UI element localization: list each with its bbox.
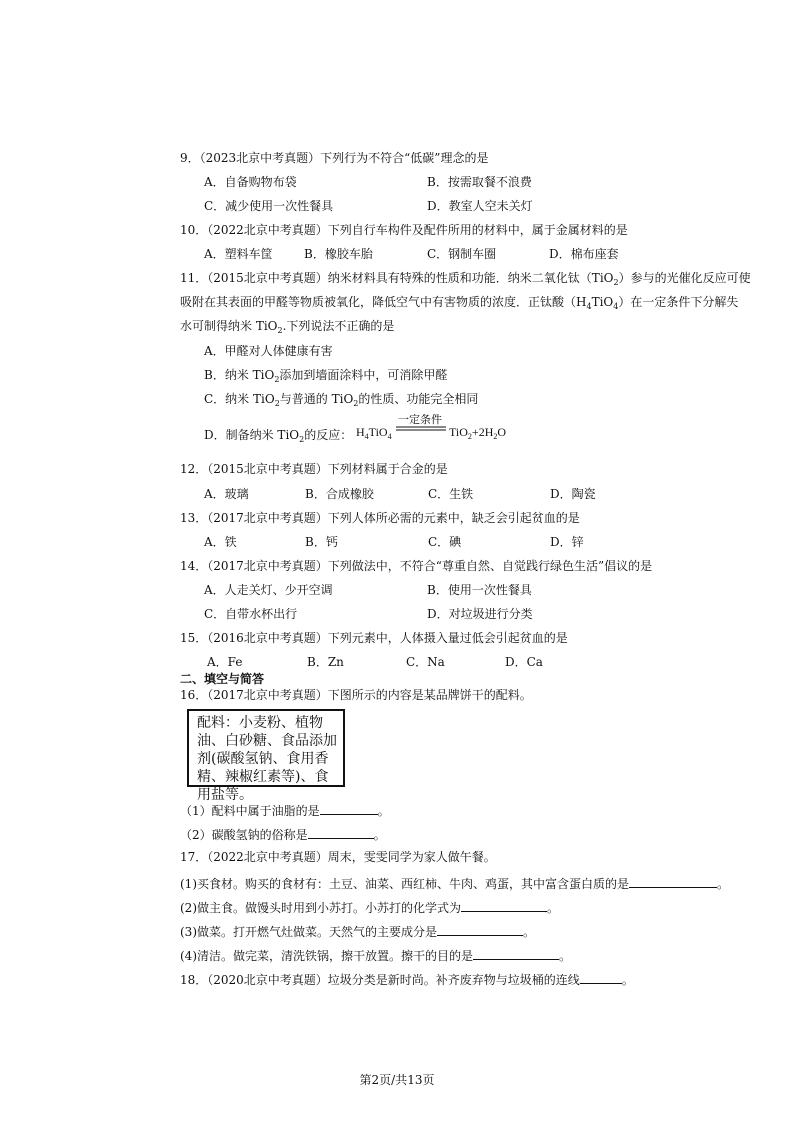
q14-option-c: C．自带水杯出行 (204, 607, 298, 621)
q17-blank-4[interactable] (473, 946, 559, 960)
q11-stem-line2: 吸附在其表面的甲醛等物质被氧化，降低空气中有害物质的浓度．正钛酸$(H_4TiO_4)$在一定条件下分解失 (180, 295, 739, 311)
q11-stem-line1: 11．（2015北京中考真题）纳米材料具有特殊的性质和功能．纳米二氧化钛（TiO$_2$）参与的光催化反应可使 (180, 271, 751, 287)
q17-part1: (1)买食材。购买的食材有：土豆、油菜、西红柿、牛肉、鸡蛋，其中富含蛋白质的是 。 (180, 874, 729, 892)
q9-option-a: A．自备购物布袋 (204, 175, 297, 189)
q14-option-d: D．对垃圾进行分类 (427, 607, 533, 621)
q13-option-d: D．锌 (550, 535, 584, 549)
q12-stem: 12．（2015北京中考真题）下列材料属于合金的是 (180, 462, 448, 476)
q15-option-c: C．Na (406, 655, 445, 669)
q10-option-c: C．钢制车圈 (427, 247, 497, 261)
q10-option-d: D．棉布座套 (549, 247, 619, 261)
q9-stem: 9．（2023北京中考真题）下列行为不符合“低碳”理念的是 (180, 151, 489, 165)
q10-option-b: B．橡胶车胎 (304, 247, 373, 261)
q11-option-d: D．制备纳米 TiO$_2$的反应： (204, 428, 353, 444)
q14-option-a: A．人走关灯、少开空调 (204, 583, 333, 597)
q17-blank-2[interactable] (461, 898, 547, 912)
q14-stem: 14．（2017北京中考真题）下列做法中，不符合“尊重自然、自觉践行绿色生活”倡议的是 (180, 559, 653, 573)
q13-option-b: B．钙 (305, 535, 338, 549)
svg-text:TiO2+2H2O: $TiO_2+2H_2O$ (449, 425, 507, 441)
q16-part2: （2）碳酸氢钠的俗称是 。 (180, 825, 386, 843)
page-number: 第2页/共13页 (359, 1073, 435, 1087)
q15-option-d: D．Ca (505, 655, 543, 669)
q15-option-a: A．Fe (207, 655, 243, 669)
q12-option-a: A．玻璃 (204, 487, 249, 501)
q13-stem: 13．（2017北京中考真题）下列人体所必需的元素中，缺乏会引起贫血的是 (180, 511, 580, 525)
q15-option-b: B．Zn (307, 655, 344, 669)
q12-option-c: C．生铁 (428, 487, 474, 501)
q17-part3: (3)做菜。打开燃气灶做菜。天然气的主要成分是 。 (180, 922, 535, 940)
q11-option-c: C．纳米 TiO$_2$与普通的 TiO$_2$的性质、功能完全相同 (204, 392, 479, 408)
q11-stem-line3: 水可制得纳米 TiO$_2$.下列说法不正确的是 (180, 319, 395, 335)
q12-option-d: D．陶瓷 (550, 487, 596, 501)
svg-text:H4TiO4: $H_4TiO_4$ (356, 425, 392, 441)
q11-option-b: B．纳米 TiO$_2$添加到墙面涂料中，可消除甲醛 (204, 368, 448, 384)
q10-option-a: A．塑料车筐 (204, 247, 273, 261)
q18-blank[interactable] (580, 970, 622, 984)
q14-option-b: B．使用一次性餐具 (427, 583, 532, 597)
reaction-equation (356, 414, 511, 448)
q13-option-c: C．碘 (428, 535, 462, 549)
q16-part1: （1）配料中属于油脂的是 。 (180, 801, 390, 819)
q15-stem: 15．（2016北京中考真题）下列元素中，人体摄入量过低会引起贫血的是 (180, 631, 568, 645)
q17-part4: (4)清洁。做完菜，清洗铁锅，擦干放置。擦干的目的是 。 (180, 946, 571, 964)
q13-option-a: A．铁 (204, 535, 237, 549)
q17-blank-1[interactable] (629, 874, 717, 888)
q11-option-a: A．甲醛对人体健康有害 (204, 344, 333, 358)
q17-part2: (2)做主食。做馒头时用到小苏打。小苏打的化学式为 。 (180, 898, 559, 916)
q16-blank-2[interactable] (308, 825, 374, 839)
q12-option-b: B．合成橡胶 (305, 487, 374, 501)
section-heading: 二、填空与简答 (180, 672, 265, 686)
q18-stem: 18．（2020北京中考真题）垃圾分类是新时尚。补齐废弃物与垃圾桶的连线 。 (180, 970, 634, 988)
q10-stem: 10．（2022北京中考真题）下列自行车构件及配件所用的材料中，属于金属材料的是 (180, 223, 628, 237)
q9-option-c: C．减少使用一次性餐具 (204, 199, 334, 213)
q9-option-d: D．教室人空未关灯 (427, 199, 533, 213)
ingredients-box: 配料：小麦粉、植物油、白砂糖、食品添加剂(碳酸氢钠、食用香精、辣椒红素等)、食用盐等。 (187, 709, 345, 787)
q17-blank-3[interactable] (437, 922, 523, 936)
reaction-condition: 一定条件 (398, 414, 442, 426)
q16-stem: 16．（2017北京中考真题）下图所示的内容是某品牌饼干的配料。 (180, 688, 532, 702)
q16-blank-1[interactable] (320, 801, 378, 815)
q17-stem: 17．（2022北京中考真题）周末，雯雯同学为家人做午餐。 (180, 850, 496, 864)
q9-option-b: B．按需取餐不浪费 (427, 175, 532, 189)
